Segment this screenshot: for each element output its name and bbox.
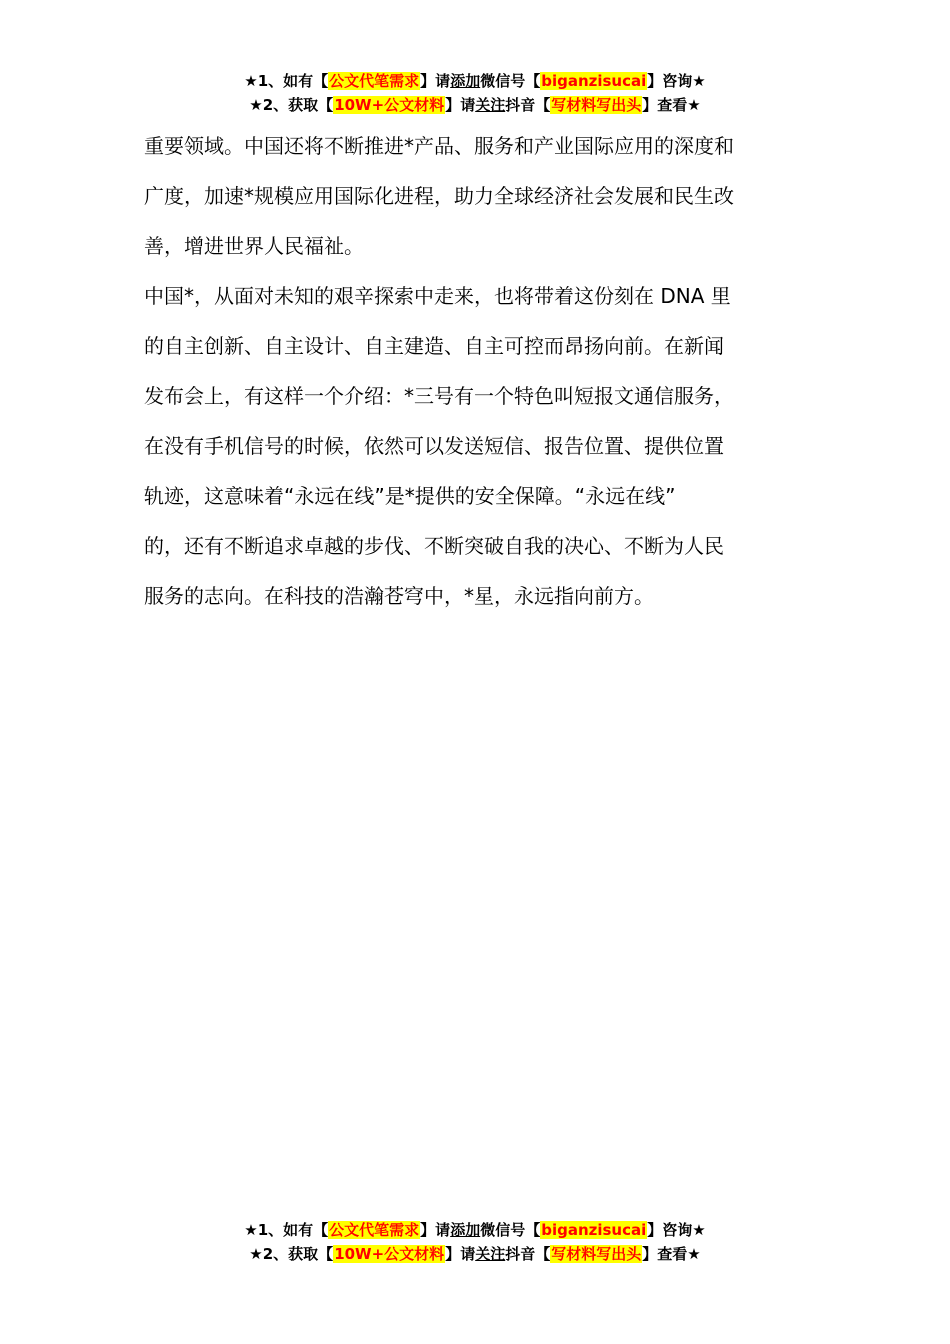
banner-line-1 <box>0 69 950 93</box>
banner-underline: 添加 <box>450 1221 481 1239</box>
banner-underline: 添加 <box>450 72 481 90</box>
banner-text: ★1、如有【 <box>244 1221 329 1239</box>
banner-text: 抖音【 <box>505 1245 551 1263</box>
banner-highlight: 10W+公文材料 <box>334 96 445 114</box>
banner-highlight: 写材料写出头 <box>551 1245 642 1263</box>
footer-banner <box>0 1218 950 1266</box>
banner-text: 】查看★ <box>642 96 701 114</box>
body-line: 在没有手机信号的时候，依然可以发送短信、报告位置、提供位置 <box>144 434 724 458</box>
banner-text: 】请 <box>420 72 451 90</box>
banner-text: 微信号【 <box>480 72 541 90</box>
body-line: 发布会上，有这样一个介绍：*三号有一个特色叫短报文通信服务， <box>144 384 734 408</box>
body-line: 中国*，从面对未知的艰辛探索中走来，也将带着这份刻在 DNA 里 <box>144 284 731 308</box>
banner-text: 】请 <box>420 1221 451 1239</box>
banner-highlight: 写材料写出头 <box>551 96 642 114</box>
body-line: 服务的志向。在科技的浩瀚苍穹中，*星，永远指向前方。 <box>144 584 654 608</box>
banner-underline: 关注 <box>475 1245 506 1263</box>
banner-line-2 <box>0 93 950 117</box>
banner-highlight: 公文代笔需求 <box>329 1221 420 1239</box>
banner-text: 】请 <box>445 96 476 114</box>
banner-text: ★1、如有【 <box>244 72 329 90</box>
banner-text: 】查看★ <box>642 1245 701 1263</box>
banner-text: 抖音【 <box>505 96 551 114</box>
banner-text: 】请 <box>445 1245 476 1263</box>
body-line: 的自主创新、自主设计、自主建造、自主可控而昂扬向前。在新闻 <box>144 334 724 358</box>
banner-highlight: 10W+公文材料 <box>334 1245 445 1263</box>
header-banner <box>0 69 950 117</box>
body-line: 重要领域。中国还将不断推进*产品、服务和产业国际应用的深度和 <box>144 134 734 158</box>
body-line: 善，增进世界人民福祉。 <box>144 234 364 258</box>
body-line: 广度，加速*规模应用国际化进程，助力全球经济社会发展和民生改 <box>144 184 734 208</box>
banner-underline: 关注 <box>475 96 506 114</box>
body-line: 轨迹，这意味着“永远在线”是*提供的安全保障。“永远在线” <box>144 484 676 508</box>
banner-text: 】咨询★ <box>647 1221 706 1239</box>
body-line: 的，还有不断追求卓越的步伐、不断突破自我的决心、不断为人民 <box>144 534 724 558</box>
banner-highlight: 公文代笔需求 <box>329 72 420 90</box>
banner-line-2 <box>0 1242 950 1266</box>
banner-text: ★2、获取【 <box>249 96 334 114</box>
banner-text: 】咨询★ <box>647 72 706 90</box>
banner-text: 微信号【 <box>480 1221 541 1239</box>
document-body <box>144 121 814 621</box>
banner-text: ★2、获取【 <box>249 1245 334 1263</box>
banner-highlight: biganzisucai <box>541 72 647 90</box>
banner-line-1 <box>0 1218 950 1242</box>
banner-highlight: biganzisucai <box>541 1221 647 1239</box>
